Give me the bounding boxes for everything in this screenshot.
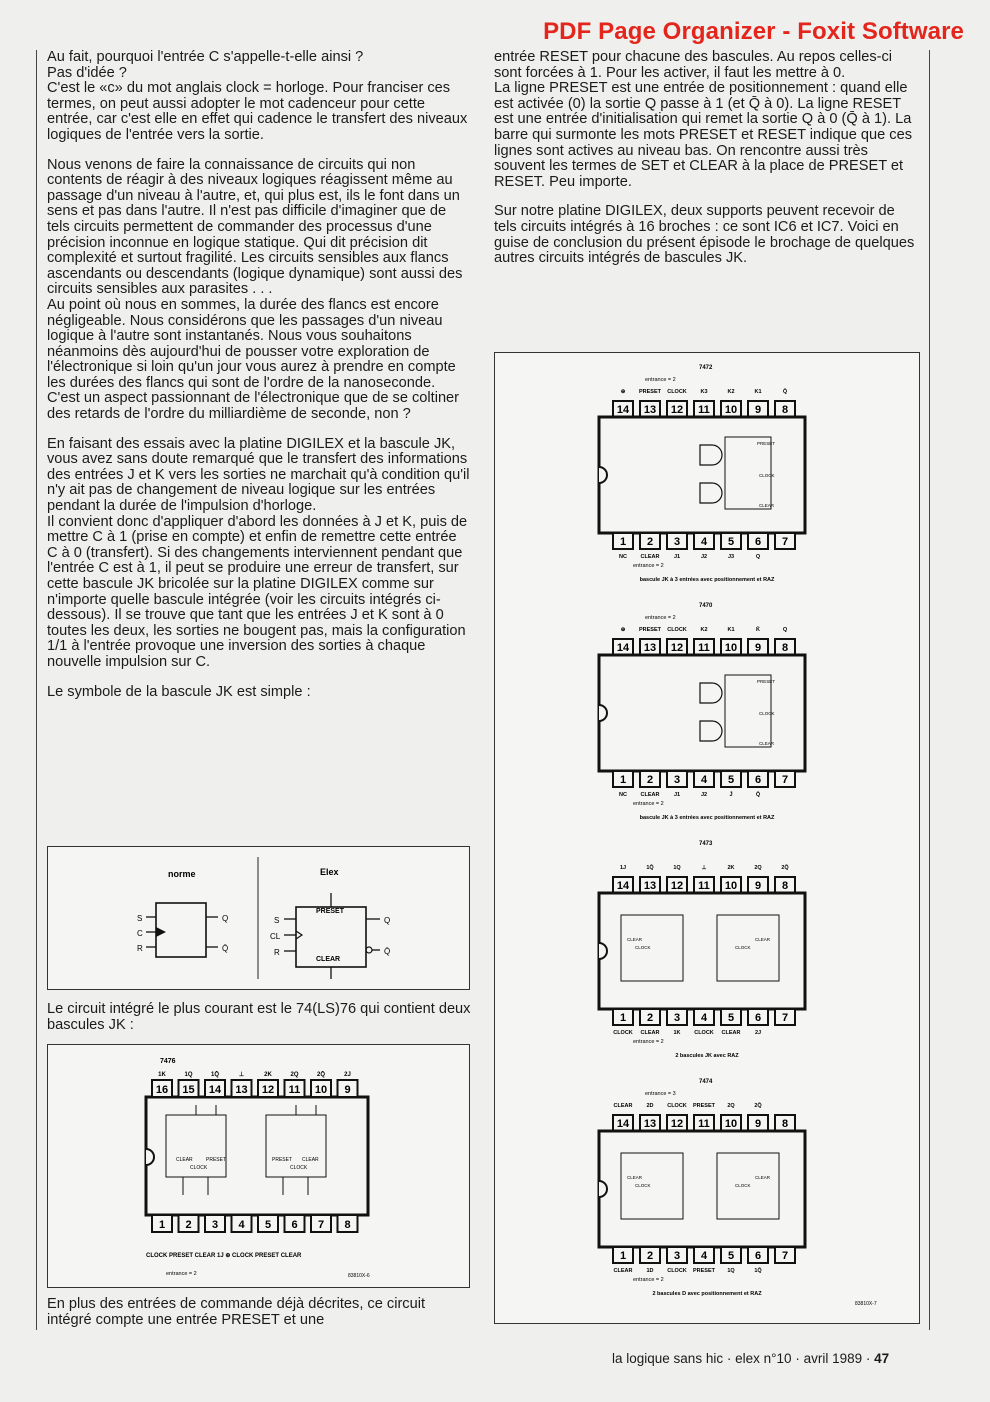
pin-number-top: 11 [288, 1084, 301, 1096]
page-footer: la logique sans hic · elex n°10 · avril 1989 · 47 [612, 1351, 890, 1366]
chip-7473-diagram [599, 841, 805, 1059]
svg-text:PRESET: PRESET [757, 679, 776, 684]
chip-bottom-pin-label: J̄ [729, 792, 733, 798]
chip-top-pin-label: 2Q [754, 865, 762, 871]
pin-number-bottom: 3 [673, 1250, 681, 1262]
pin-number-bottom: 7 [781, 1012, 789, 1024]
symbol-elex-title: Elex [320, 867, 339, 877]
pin-number-top: 13 [643, 404, 657, 416]
pin-number-bottom: 4 [238, 1219, 245, 1231]
chip-bottom-pin-label: 2J [754, 1030, 762, 1036]
pin-label-top: 1Q̄ [210, 1072, 220, 1078]
chip-7472-diagram [599, 365, 805, 583]
paragraph-7476-intro-wrap [47, 1002, 471, 1047]
pin-number-bottom: 5 [727, 774, 735, 786]
pin-number-bottom: 3 [211, 1219, 219, 1231]
pin-number-top: 10 [724, 404, 738, 416]
svg-text:CLOCK: CLOCK [635, 1183, 651, 1188]
chip-caption: bascule JK à 3 entrées avec positionnement et RAZ [639, 577, 775, 583]
chip-bottom-pin-label: NC [619, 554, 627, 560]
chip-7476-name: 7476 [160, 1058, 176, 1065]
pin-number-top: 14 [616, 642, 630, 654]
pin-number-top: 13 [235, 1084, 248, 1096]
pin-number-top: 8 [781, 1118, 789, 1130]
pin-number-bottom: 5 [727, 536, 735, 548]
pin-number-bottom: 4 [700, 1250, 708, 1262]
jk-symbol-figure [47, 846, 470, 990]
svg-text:CLEAR: CLEAR [302, 1157, 319, 1163]
chip-7470-diagram [599, 603, 805, 821]
chip-pinout-figure [494, 352, 920, 1324]
svg-text:CLOCK: CLOCK [759, 711, 775, 716]
svg-text:CLOCK: CLOCK [735, 1183, 751, 1188]
chip-bottom-pin-label: J2 [700, 792, 708, 798]
chip-bottom-pin-label: 1K [673, 1030, 681, 1036]
footer-issue: elex n°10 [735, 1351, 792, 1366]
chip-top-pin-label: K1 [727, 627, 735, 633]
paragraph-dynamic-logic: Nous venons de faire la connaissance de circuits qui non contents de réagir à des niveaux logiques réagissent même au passage d'un niveau à l'autre, et, qui plus est, ils le font dans un sens et pas dans l'autre. Il n'est pas difficile d'imaginer que de tels circuits permettent de commander des processus d'une précision inconnue en logique statique. Qui dit précision dit complexité et surtout fragilité. Les circuits sensibles aux flancs ascendants ou descendants (logique dynamique) sont aussi des circuits sensibles aux parasites . . . Au point où nous en sommes, la durée des flancs est encore négligeable. Nous considérons que les passages d'un niveau logique à l'autre sont instantanés. Nous vous souhaitons néanmoins dès aujourd'hui de pousser votre exploration de l'électronique si loin qu'un jour vous aurez à prendre en compte les durées des flancs qui sont de l'ordre de la nanoseconde. C'est un aspect passionnant de l'électronique que de se coltiner des retards de l'ordre du milliardième de seconde, non ? [47, 156, 463, 423]
chip-notch [599, 467, 607, 483]
footer-date: avril 1989 [803, 1351, 863, 1366]
svg-text:CLEAR: CLEAR [755, 1175, 771, 1180]
chip-top-pin-label: 1Q [673, 865, 681, 871]
pin-number-top: 9 [754, 404, 762, 416]
chip-top-pin-label: 2Q [727, 1103, 735, 1109]
pin-number-top: 13 [643, 1118, 657, 1130]
pin-label-top: 2J [344, 1072, 351, 1078]
chip-bottom-note: entrance = 2 [633, 801, 664, 807]
chip-bottom-pin-label: CLEAR [640, 554, 660, 560]
pin-number-top: 11 [698, 642, 710, 654]
svg-text:CLEAR: CLEAR [176, 1157, 193, 1163]
chip-top-pin-label: 2K [727, 865, 735, 871]
and-gate [700, 445, 722, 465]
pin-number-bottom: 6 [754, 1250, 762, 1262]
chip-top-pin-label: K̄ [756, 627, 760, 633]
pin-number-bottom: 1 [158, 1219, 166, 1231]
pin-number-top: 11 [698, 1118, 710, 1130]
chip-top-pin-label: PRESET [638, 389, 662, 395]
pin-number-bottom: 2 [646, 536, 654, 548]
chip-bottom-pin-label: J3 [727, 554, 735, 560]
chip-bottom-pin-label: CLEAR [640, 1030, 660, 1036]
symbol-out-q: Q [222, 914, 229, 923]
pin-number-top: 9 [754, 1118, 762, 1130]
svg-text:CLEAR: CLEAR [627, 937, 643, 942]
chip-bottom-pin-label: 1D [646, 1268, 654, 1274]
chip-caption: 2 bascules D avec positionnement et RAZ [652, 1291, 762, 1297]
pin-label-top: 2K [264, 1072, 272, 1078]
pin-number-bottom: 6 [754, 536, 762, 548]
symbol-clear-label: CLEAR [316, 956, 341, 963]
chip-bottom-pin-label: NC [619, 792, 627, 798]
elex-pin-s: S [274, 916, 280, 925]
chip-7476-bottom-labels: CLOCK PRESET CLEAR 1J ⊕ CLOCK PRESET CLEAR [146, 1253, 302, 1259]
and-gate [700, 683, 722, 703]
pin-number-top: 12 [670, 880, 684, 892]
chip-name: 7474 [699, 1079, 713, 1085]
chip-top-note: entrance = 2 [645, 377, 676, 383]
chip-top-note: entrance = 2 [645, 615, 676, 621]
pin-number-top: 10 [724, 642, 738, 654]
chip-top-pin-label: K3 [700, 389, 708, 395]
pin-number-top: 8 [781, 404, 789, 416]
chip-notch [599, 705, 607, 721]
chip-top-pin-label: K1 [754, 389, 762, 395]
symbol-pin-s: S [137, 914, 143, 923]
paragraph-digilex-supports: Sur notre platine DIGILEX, deux supports peuvent recevoir de tels circuits intégrés à 16 broches : ce sont IC6 et IC7. Voici en guise de conclusion du présent épisode le brochage de quelques autres circuits intégrés de bascules JK. [494, 203, 915, 267]
svg-text:CLOCK: CLOCK [190, 1165, 208, 1171]
svg-text:CLOCK: CLOCK [759, 473, 775, 478]
pin-label-top: 1K [158, 1072, 166, 1078]
pin-number-top: 14 [616, 880, 630, 892]
symbol-pin-r: R [137, 944, 143, 953]
chip-bottom-pin-label: Q [755, 554, 761, 560]
paragraph-reset: entrée RESET pour chacune des bascules. Au repos celles-ci sont forcées à 1. Pour les activer, il faut les mettre à 0. La ligne PRESET est une entrée de positionnement : quand elle est activée (0) la sortie Q passe à 1 (et Q̄ à 0). La ligne RESET est une entrée d'initialisation qui remet la sortie Q à 0 (Q̄ à 1). La barre qui surmonte les mots PRESET et RESET indique que ces lignes sont actives au niveau bas. On rencontre aussi très souvent les termes de SET et CLEAR à la place de PRESET et RESET. Peu importe. [494, 49, 913, 190]
chip-top-pin-label: CLOCK [667, 389, 687, 395]
chip-top-pin-label: CLOCK [667, 1103, 687, 1109]
chip-top-pin-label: ⊕ [620, 389, 626, 395]
chip-caption: 2 bascules JK avec RAZ [675, 1053, 739, 1059]
elex-out-q: Q [384, 916, 391, 925]
chip-bottom-note: entrance = 2 [633, 563, 664, 569]
svg-text:CLOCK: CLOCK [290, 1165, 308, 1171]
chip-name: 7472 [699, 365, 713, 371]
symbol-out-qbar: Q̄ [222, 944, 229, 953]
svg-text:CLEAR: CLEAR [759, 503, 775, 508]
elex-pin-r: R [274, 948, 280, 957]
chip-bottom-pin-label: Q̄ [755, 792, 761, 798]
pin-number-bottom: 7 [781, 1250, 789, 1262]
chip-bottom-pin-label: CLEAR [640, 792, 660, 798]
pin-label-top: 2Q [290, 1072, 299, 1078]
pin-number-top: 8 [781, 880, 789, 892]
chip-top-pin-label: K2 [700, 627, 708, 633]
pin-number-bottom: 2 [646, 1250, 654, 1262]
chip-top-pin-label: Q [782, 627, 788, 633]
pin-label-top: 2Q̄ [316, 1072, 326, 1078]
pin-number-top: 14 [616, 1118, 630, 1130]
pin-number-bottom: 8 [344, 1219, 351, 1231]
symbol-norme-title: norme [168, 869, 196, 879]
chip-body [599, 1131, 805, 1247]
left-column [47, 50, 471, 700]
symbol-pin-c: C [137, 929, 143, 938]
chip-bottom-pin-label: PRESET [692, 1268, 716, 1274]
chip-top-pin-label: ⊕ [620, 627, 626, 633]
pin-number-top: 12 [670, 642, 684, 654]
pin-number-bottom: 1 [619, 536, 627, 548]
symbol-preset-label: PRESET [316, 908, 345, 915]
pin-number-top: 14 [616, 404, 630, 416]
pin-number-bottom: 2 [646, 774, 654, 786]
and-gate [700, 721, 722, 741]
chip-7476-code: 83810X-6 [348, 1273, 370, 1279]
pin-number-bottom: 4 [700, 536, 708, 548]
pin-number-top: 10 [724, 1118, 738, 1130]
svg-text:PRESET: PRESET [757, 441, 776, 446]
elex-out-qbar: Q̄ [384, 947, 391, 956]
chip-top-pin-label: CLEAR [613, 1103, 633, 1109]
chip-7474-diagram [599, 1079, 877, 1307]
chip-bottom-pin-label: CLEAR [613, 1268, 633, 1274]
chip-bottom-pin-label: CLOCK [667, 1268, 687, 1274]
chip-bottom-pin-label: CLOCK [613, 1030, 633, 1036]
chip-code: 83810X-7 [855, 1301, 877, 1307]
chip-top-pin-label: ⊥ [701, 865, 707, 871]
pin-number-bottom: 5 [264, 1219, 272, 1231]
chip-bottom-pin-label: 1Q [727, 1268, 735, 1274]
pin-number-top: 13 [643, 642, 657, 654]
pin-number-bottom: 7 [781, 774, 789, 786]
flipflop-block [621, 915, 683, 981]
chip-top-pin-label: PRESET [692, 1103, 716, 1109]
and-gate [700, 483, 722, 503]
chip-top-pin-label: 2Q̄ [781, 865, 789, 871]
chip-top-pin-label: 1J [619, 865, 627, 871]
chip-bottom-pin-label: 1Q̄ [754, 1268, 762, 1274]
paragraph-preset: En plus des entrées de commande déjà décrites, ce circuit intégré compte une entrée PRESET et une [47, 1296, 426, 1328]
pin-number-top: 12 [670, 404, 684, 416]
chip-bottom-note: entrance = 2 [633, 1039, 664, 1045]
chip-name: 7470 [699, 603, 713, 609]
svg-text:PRESET: PRESET [206, 1157, 227, 1163]
paragraph-clock: Au fait, pourquoi l'entrée C s'appelle-t-elle ainsi ? Pas d'idée ? C'est le «c» du mot anglais clock = horloge. Pour franciser ces termes, on peut aussi adopter le mot cadenceur pour cette entrée, car c'est elle en effet qui cadence le transfert des niveaux logiques de l'entrée vers la sortie. [47, 49, 468, 143]
pin-number-top: 11 [698, 880, 710, 892]
right-column [494, 50, 918, 281]
svg-text:CLEAR: CLEAR [627, 1175, 643, 1180]
pin-number-bottom: 6 [291, 1219, 298, 1231]
pin-number-top: 12 [670, 1118, 684, 1130]
pin-number-top: 13 [643, 880, 657, 892]
paragraph-7476-intro: Le circuit intégré le plus courant est le 74(LS)76 qui contient deux bascules JK : [47, 1001, 471, 1033]
chip-top-note: entrance = 3 [645, 1091, 676, 1097]
pin-number-bottom: 3 [673, 774, 681, 786]
paragraph-digilex-test: En faisant des essais avec la platine DIGILEX et la bascule JK, vous avez sans doute remarqué que le transfert des informations des entrées J et K vers les sorties ne marchait qu'à condition qu'il n'y ait pas de changement de niveau logique sur les entrées pendant la durée de l'impulsion d'horloge. Il convient donc d'appliquer d'abord les données à J et K, puis de mettre C à 1 (prise en compte) et enfin de remettre cette entrée C à 0 (transfert). Si des changements interviennent pendant que l'entrée C est à 1, il peut se produire une erreur de transfert, sur cette bascule JK bricolée sur la platine DIGILEX comme sur n'importe quelle bascule intégrée (voir les circuits intégrés ci-dessous). Il se trouve que tant que les entrées J et K sont à 0 toutes les deux, les sorties ne bougent pas, mais la configuration 1/1 à l'entrée provoque une inversion des sorties à chaque nouvelle impulsion sur C. [47, 435, 470, 670]
chip-top-pin-label: 2D [646, 1103, 654, 1109]
chip-notch [599, 943, 607, 959]
svg-text:CLEAR: CLEAR [755, 937, 771, 942]
paragraph-symbol-intro: Le symbole de la bascule JK est simple : [47, 683, 311, 700]
chip-caption: bascule JK à 3 entrées avec positionnement et RAZ [639, 815, 775, 821]
chip-bottom-note: entrance = 2 [633, 1277, 664, 1283]
right-margin-rule [929, 50, 930, 1330]
chip-bottom-pin-label: J1 [673, 792, 681, 798]
footer-series: la logique sans hic [612, 1351, 724, 1366]
chip-bottom-pin-label: CLEAR [721, 1030, 741, 1036]
chip-top-pin-label: CLOCK [667, 627, 687, 633]
pin-number-top: 9 [754, 880, 762, 892]
svg-text:CLOCK: CLOCK [735, 945, 751, 950]
pin-label-top: ⊥ [238, 1072, 245, 1078]
elex-pin-cl: CL [270, 932, 281, 941]
chip-top-pin-label: PRESET [638, 627, 662, 633]
chip-bottom-pin-label: J1 [673, 554, 681, 560]
chip-top-pin-label: Q̄ [782, 389, 788, 395]
pin-number-bottom: 3 [673, 1012, 681, 1024]
paragraph-preset-wrap [47, 1297, 471, 1342]
chip-7476-figure [47, 1044, 470, 1288]
pin-number-top: 16 [155, 1084, 169, 1096]
foxit-watermark: PDF Page Organizer - Foxit Software [543, 18, 964, 45]
chip-top-pin-label: 2Q̄ [754, 1103, 762, 1109]
pin-number-bottom: 4 [700, 1012, 708, 1024]
pin-number-bottom: 2 [185, 1219, 192, 1231]
chip-name: 7473 [699, 841, 713, 847]
pin-number-top: 9 [754, 642, 762, 654]
pin-number-top: 11 [698, 404, 710, 416]
pin-number-bottom: 2 [646, 1012, 654, 1024]
pin-number-top: 9 [344, 1084, 351, 1096]
pin-number-top: 14 [208, 1084, 222, 1096]
pin-label-top: 1Q [184, 1072, 193, 1078]
pin-number-top: 10 [724, 880, 738, 892]
pin-number-bottom: 1 [619, 1012, 627, 1024]
svg-text:CLOCK: CLOCK [635, 945, 651, 950]
svg-text:CLEAR: CLEAR [759, 741, 775, 746]
pin-number-top: 15 [182, 1084, 195, 1096]
pin-number-top: 12 [261, 1084, 275, 1096]
left-margin-rule [36, 50, 37, 1330]
chip-notch [599, 1181, 607, 1197]
pin-number-bottom: 7 [317, 1219, 325, 1231]
footer-page-number: 47 [874, 1351, 890, 1366]
pin-number-bottom: 5 [727, 1012, 735, 1024]
pin-number-top: 8 [781, 642, 789, 654]
chip-top-pin-label: K2 [727, 389, 735, 395]
pin-number-bottom: 3 [673, 536, 681, 548]
pin-number-bottom: 5 [727, 1250, 735, 1262]
svg-text:PRESET: PRESET [272, 1157, 293, 1163]
pin-number-bottom: 1 [619, 774, 627, 786]
chip-top-pin-label: 1Q̄ [646, 865, 654, 871]
chip-bottom-pin-label: CLOCK [694, 1030, 714, 1036]
pin-number-bottom: 1 [619, 1250, 627, 1262]
pin-number-top: 10 [314, 1084, 328, 1096]
pin-number-bottom: 4 [700, 774, 708, 786]
chip-bottom-pin-label: J2 [700, 554, 708, 560]
pin-number-bottom: 7 [781, 536, 789, 548]
flipflop-block [621, 1153, 683, 1219]
pin-number-bottom: 6 [754, 1012, 762, 1024]
pin-number-bottom: 6 [754, 774, 762, 786]
chip-body [599, 893, 805, 1009]
chip-7476-note: entrance = 2 [166, 1271, 197, 1277]
